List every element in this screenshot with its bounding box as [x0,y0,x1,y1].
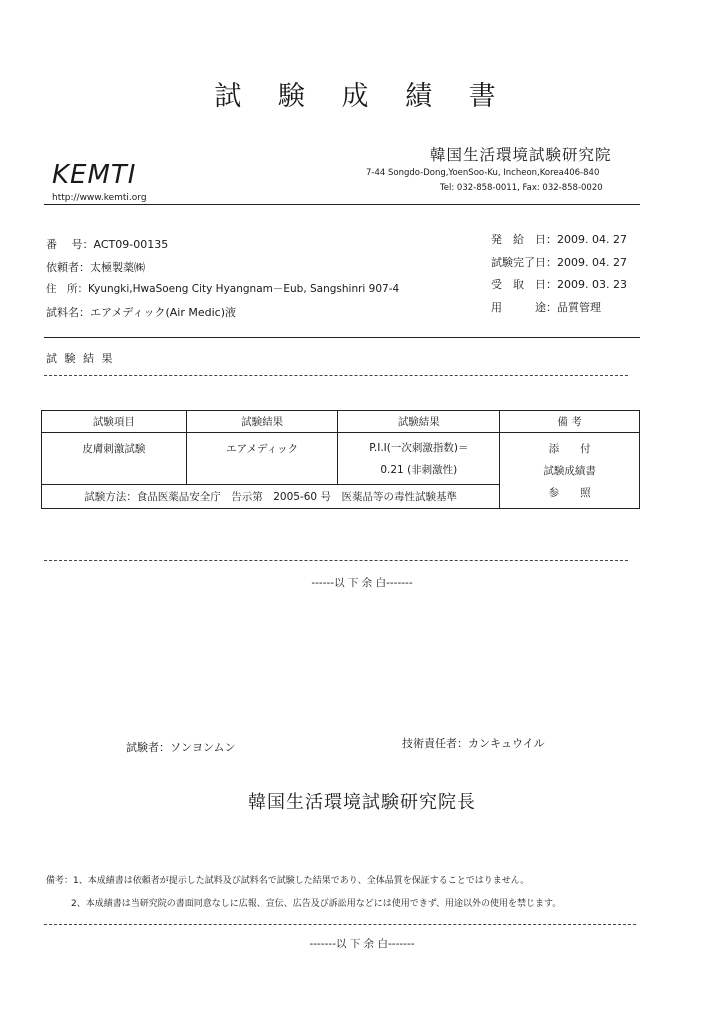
header-test-result-2: 試験結果 [338,411,500,433]
test-result-product: エアメディック [186,433,338,485]
pii-line: P.I.I(一次刺激指数)＝ [369,441,469,454]
result-table [41,410,640,509]
remark-report: 試験成績書 [543,464,596,477]
header-test-item: 試験項目 [42,411,187,433]
table-row [42,433,640,485]
website-url: http://www.kemti.org [52,193,147,203]
institute-address: 7-44 Songdo-Dong,YoenSoo-Ku, Incheon,Korea406-840 [366,168,600,178]
table-header-row [42,411,640,433]
notes-dashed-line [44,924,636,925]
document-title: 試 験 成 績 書 [214,81,510,112]
test-method: 試験方法：食品医薬品安全庁 告示第 2005-60 号 医薬品等の毒性試験基準 [42,485,500,509]
institute-name: 韓国生活環境試験研究院 [430,146,612,164]
pii-value: 0.21 (非刺激性) [380,463,458,476]
test-result-value [338,433,500,485]
header-remarks: 備 考 [500,411,640,433]
director-title: 韓国生活環境試験研究院長 [248,792,476,813]
remark-attached: 添 付 [548,442,591,455]
remark-refer: 参 照 [548,486,591,499]
table-dashed-line [44,560,628,561]
received-date: 受 取 日：2009. 03. 23 [491,278,627,291]
client-address: 住 所：Kyungki,HwaSoeng City Hyangnam－Eub, Sangshinri 907-4 [46,283,400,295]
header-test-result: 試験結果 [186,411,338,433]
section-dashed-line [44,375,628,376]
tech-manager-name: 技術責任者：カンキュウイル [402,737,545,750]
kemti-logo: KEMTI [52,160,137,190]
sample-name: 試料名：エアメディック(Air Medic)液 [46,306,236,319]
note-1: 備考：1、本成績書は依頼者が提示した試料及び試料名で試験した結果であり、全体品質を保証することではりません。 [46,876,530,886]
client: 依頼者：太極製薬㈱ [46,261,145,274]
doc-number: 番 号：ACT09-00135 [46,238,169,251]
test-item: 皮膚刺激試験 [42,433,187,485]
issue-date: 発 給 日：2009. 04. 27 [491,233,627,246]
blank-marker: ------以 下 余 白------- [311,577,413,589]
blank-marker-bottom: -------以 下 余 白------- [309,938,415,950]
section-title: 試 験 結 果 [46,352,115,365]
remarks-cell [500,433,640,509]
header-divider [44,204,640,205]
institute-tel: Tel: 032-858-0011, Fax: 032-858-0020 [440,183,603,193]
info-divider [44,337,640,338]
completion-date: 試験完了日：2009. 04. 27 [491,256,627,269]
note-2: 2、本成績書は当研究院の書面同意なしに広報、宣伝、広告及び訴訟用などには使用できず、用途以外の使用を禁じます。 [71,899,562,909]
tester-name: 試験者：ソンヨンムン [126,741,236,754]
purpose: 用 途：品質管理 [491,301,601,314]
